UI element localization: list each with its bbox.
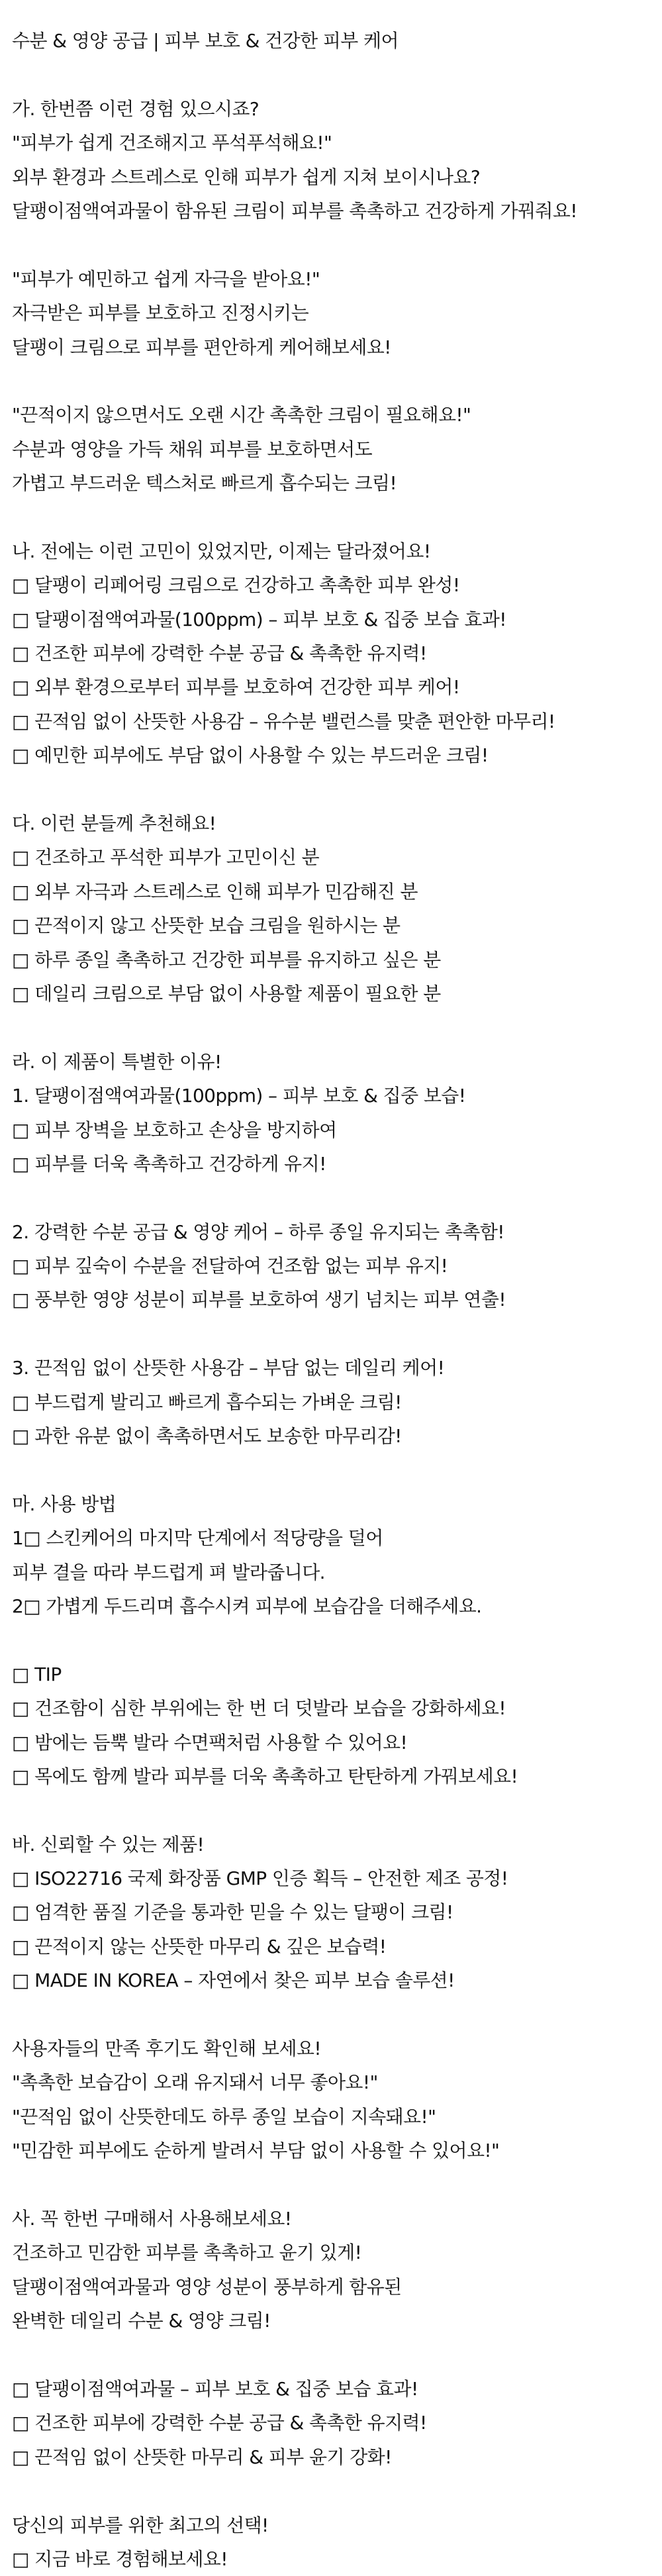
text-line: □ 하루 종일 촉촉하고 건강한 피부를 유지하고 싶은 분 (12, 948, 441, 971)
spacer (12, 773, 650, 807)
spacer (12, 1998, 650, 2032)
text-line: 자극받은 피부를 보호하고 진정시키는 (12, 302, 309, 324)
text-line: □ 건조한 피부에 강력한 수분 공급 & 촉촉한 유지력! (12, 2412, 427, 2434)
text-line: □ 끈적임 없이 산뜻한 마무리 & 피부 윤기 강화! (12, 2446, 392, 2468)
text-line: "끈적이지 않으면서도 오랜 시간 촉촉한 크림이 필요해요!" (12, 404, 471, 426)
text-line: "민감한 피부에도 순하게 발려서 부담 없이 사용할 수 있어요!" (12, 2140, 500, 2162)
text-line: 2. 강력한 수분 공급 & 영양 케어 – 하루 종일 유지되는 촉촉함! (12, 1220, 504, 1243)
text-line: □ MADE IN KOREA – 자연에서 찾은 피부 보습 솔루션! (12, 1969, 455, 1992)
text-line: □ 예민한 피부에도 부담 없이 사용할 수 있는 부드러운 크림! (12, 744, 489, 767)
text-line: □ 건조함이 심한 부위에는 한 번 더 덧발라 보습을 강화하세요! (12, 1697, 506, 1720)
text-line: □ 끈적이지 않고 산뜻한 보습 크림을 원하시는 분 (12, 915, 401, 937)
text-line: □ 달팽이 리페어링 크림으로 건강하고 촉촉한 피부 완성! (12, 574, 460, 597)
text-line: 피부 결을 따라 부드럽게 펴 발라줍니다. (12, 1561, 325, 1583)
text-line: □ 끈적이지 않는 산뜻한 마무리 & 깊은 보습력! (12, 1935, 387, 1957)
text-line: □ 부드럽게 발리고 빠르게 흡수되는 가벼운 크림! (12, 1391, 402, 1413)
text-line: 달팽이점액여과물과 영양 성분이 풍부하게 함유된 (12, 2275, 402, 2298)
text-line: □ ISO22716 국제 화장품 GMP 인증 획득 – 안전한 제조 공정! (12, 1867, 508, 1890)
spacer (12, 500, 650, 534)
text-line: 달팽이 크림으로 피부를 편안하게 케어해보세요! (12, 336, 391, 358)
text-line: □ 끈적임 없이 산뜻한 사용감 – 유수분 밸런스를 맞춘 편안한 마무리! (12, 710, 555, 732)
text-line: 가볍고 부드러운 텍스처로 빠르게 흡수되는 크림! (12, 472, 397, 495)
text-line: 가. 한번쯤 이런 경험 있으시죠? (12, 97, 260, 120)
spacer (12, 1317, 650, 1351)
text-line: 다. 이런 분들께 추천해요! (12, 812, 216, 834)
text-line: "촉촉한 보습감이 오래 유지돼서 너무 좋아요!" (12, 2071, 378, 2094)
text-line: □ 풍부한 영양 성분이 피부를 보호하여 생기 넘치는 피부 연출! (12, 1289, 506, 1311)
text-line: 사. 꼭 한번 구매해서 사용해보세요! (12, 2208, 292, 2230)
spacer (12, 1793, 650, 1827)
text-line: □ 밤에는 듬뿍 발라 수면팩처럼 사용할 수 있어요! (12, 1731, 408, 1754)
text-line: 완벽한 데일리 수분 & 영양 크림! (12, 2310, 271, 2332)
document-title: 수분 & 영양 공급 | 피부 보호 & 건강한 피부 케어 (12, 30, 399, 52)
text-line: □ 피부 장벽을 보호하고 손상을 방지하여 (12, 1118, 337, 1141)
text-line: □ 목에도 함께 발라 피부를 더욱 촉촉하고 탄탄하게 가꿔보세요! (12, 1765, 518, 1787)
text-line: "피부가 예민하고 쉽게 자극을 받아요!" (12, 268, 320, 290)
spacer (12, 2168, 650, 2202)
spacer (12, 2474, 650, 2508)
text-line: □ 지금 바로 경험해보세요! (12, 2548, 228, 2570)
text-line: 바. 신뢰할 수 있는 제품! (12, 1833, 205, 1856)
text-line: 3. 끈적임 없이 산뜻한 사용감 – 부담 없는 데일리 케어! (12, 1357, 445, 1379)
product-description-document (12, 24, 650, 2576)
text-line: □ 건조하고 푸석한 피부가 고민이신 분 (12, 846, 320, 869)
text-line: 당신의 피부를 위한 최고의 선택! (12, 2514, 269, 2536)
text-line: □ 엄격한 품질 기준을 통과한 믿을 수 있는 달팽이 크림! (12, 1901, 453, 1924)
spacer (12, 1623, 650, 1657)
spacer (12, 228, 650, 262)
text-line: 수분과 영양을 가득 채워 피부를 보호하면서도 (12, 438, 373, 460)
spacer (12, 2338, 650, 2372)
text-line: 1□ 스킨케어의 마지막 단계에서 적당량을 덜어 (12, 1527, 383, 1550)
text-line: □ 건조한 피부에 강력한 수분 공급 & 촉촉한 유지력! (12, 642, 427, 665)
text-line: 1. 달팽이점액여과물(100ppm) – 피부 보호 & 집중 보습! (12, 1085, 466, 1107)
spacer (12, 1453, 650, 1487)
text-line: 사용자들의 만족 후기도 확인해 보세요! (12, 2038, 321, 2060)
text-line: □ 과한 유분 없이 촉촉하면서도 보송한 마무리감! (12, 1425, 402, 1448)
text-line: 외부 환경과 스트레스로 인해 피부가 쉽게 지쳐 보이시나요? (12, 166, 481, 188)
spacer (12, 1181, 650, 1214)
text-line: □ TIP (12, 1663, 62, 1685)
text-line: 건조하고 민감한 피부를 촉촉하고 윤기 있게! (12, 2242, 362, 2264)
text-line: 라. 이 제품이 특별한 이유! (12, 1050, 222, 1073)
text-line: □ 피부 깊숙이 수분을 전달하여 건조함 없는 피부 유지! (12, 1255, 448, 1277)
text-line: □ 달팽이점액여과물 – 피부 보호 & 집중 보습 효과! (12, 2377, 418, 2400)
text-line: 마. 사용 방법 (12, 1493, 117, 1515)
text-line: 2□ 가볍게 두드리며 흡수시켜 피부에 보습감을 더해주세요. (12, 1595, 482, 1617)
text-line: "끈적임 없이 산뜻한데도 하루 종일 보습이 지속돼요!" (12, 2105, 436, 2128)
text-line: 달팽이점액여과물이 함유된 크림이 피부를 촉촉하고 건강하게 가꿔줘요! (12, 199, 577, 222)
text-line: 나. 전에는 이런 고민이 있었지만, 이제는 달라졌어요! (12, 540, 431, 562)
text-line: □ 외부 자극과 스트레스로 인해 피부가 민감해진 분 (12, 880, 418, 903)
text-line: □ 피부를 더욱 촉촉하고 건강하게 유지! (12, 1152, 326, 1175)
text-line: "피부가 쉽게 건조해지고 푸석푸석해요!" (12, 132, 332, 154)
spacer (12, 364, 650, 398)
text-line: □ 외부 환경으로부터 피부를 보호하여 건강한 피부 케어! (12, 676, 460, 699)
text-line: □ 달팽이점액여과물(100ppm) – 피부 보호 & 집중 보습 효과! (12, 608, 506, 630)
spacer (12, 1011, 650, 1044)
description-body (12, 92, 650, 2576)
spacer (12, 58, 650, 91)
text-line: □ 데일리 크림으로 부담 없이 사용할 제품이 필요한 분 (12, 982, 441, 1005)
